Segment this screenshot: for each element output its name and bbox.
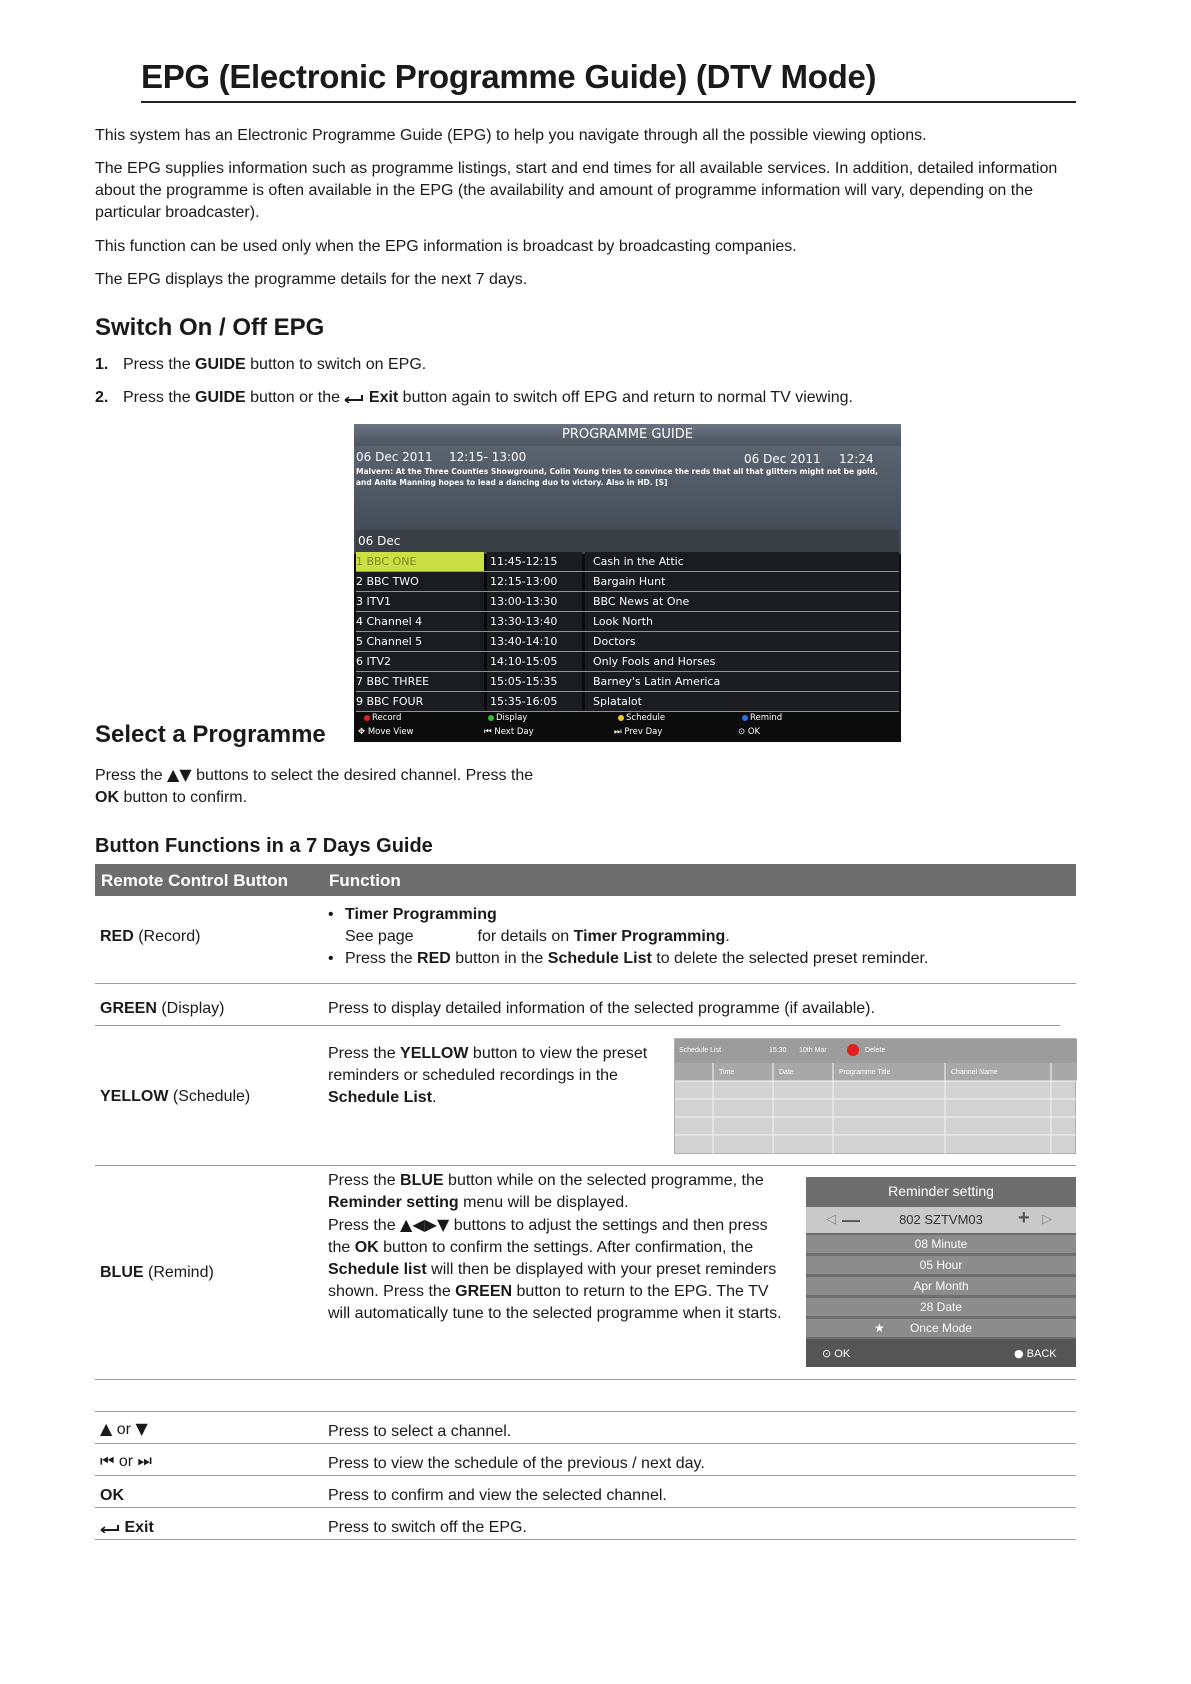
reminder-back: ● BACK: [1014, 1347, 1057, 1360]
tv-legend: [354, 711, 901, 742]
reminder-item: ★ Once Mode: [806, 1318, 1076, 1337]
table-row-blue-key: BLUE (Remind): [100, 1264, 214, 1281]
column-header: Function: [329, 871, 401, 890]
schedule-list-illustration: [674, 1038, 1076, 1154]
schedule-col-channel: Channel Name: [951, 1069, 998, 1076]
reminder-item: 28 Date: [806, 1297, 1076, 1316]
return-arrow-icon: [344, 393, 364, 403]
blue-dot-icon: [742, 715, 748, 721]
plus-icon: +: [1018, 1207, 1030, 1229]
red-delete-icon: [847, 1044, 859, 1056]
tv-programme-title: Splatalot: [585, 692, 899, 711]
intro-paragraph: The EPG supplies information such as programme listings, start and end times for all available services. In addition, detailed information about the programme is often available in the EPG (the availability and amount of programme information will vary, depending on the particular broadcaster).: [95, 160, 1058, 221]
schedule-list-date: 10th Mar: [799, 1047, 827, 1054]
tv-legend-move: ✥ Move View: [358, 727, 414, 737]
title-underline: [141, 101, 1076, 103]
right-arrow-icon: ▷: [1042, 1212, 1052, 1227]
guide-key: GUIDE: [195, 356, 246, 373]
step-text: button again to switch off EPG and return to normal TV viewing.: [398, 389, 853, 406]
schedule-list-title: Schedule List: [679, 1047, 722, 1054]
table-row-blue-function: Press the BLUE button while on the selected programme, the Reminder setting menu will be displayed. Press the ▲◀▶▼ buttons to adjust the settings and then press the OK button to confirm the settings. After confirmation, the Schedule list will then be displayed with your preset reminders shown. Press the GREEN button to return to the EPG. The TV will automatically tune to the selected programme when it starts.: [328, 1172, 782, 1322]
ok-circle-icon: ⊙: [738, 727, 746, 737]
tv-time-slot: 15:35-16:05: [487, 692, 582, 711]
tv-description: Malvern: At the Three Counties Showground, Colin Young tries to convince the reds that all that glitters might not be gold, and Anita Manning hopes to lead a dancing duo to victory. Also in HD. [S]: [356, 467, 878, 487]
left-arrow-icon: ◁: [826, 1212, 836, 1227]
reminder-item: 05 Hour: [806, 1255, 1076, 1274]
guide-key: GUIDE: [195, 389, 246, 406]
skip-forward-icon: ⏭: [137, 1451, 152, 1470]
tv-channel-row[interactable]: [356, 612, 899, 632]
tv-channel-row[interactable]: [356, 592, 899, 612]
table-row-ok-key: OK: [100, 1487, 124, 1504]
tv-day-header: 06 Dec: [356, 530, 899, 552]
tv-channel-name: 4 Channel 4: [356, 612, 484, 631]
up-down-arrows-icon: ▲▼: [167, 765, 192, 784]
star-icon: ★: [874, 1321, 885, 1335]
row-divider: [95, 1539, 1076, 1540]
tv-programme-title: Only Fools and Horses: [585, 652, 899, 671]
table-row-yellow-key: YELLOW (Schedule): [100, 1088, 251, 1105]
skip-back-icon: ⏮: [484, 727, 492, 737]
move-arrows-icon: ✥: [358, 727, 366, 737]
tv-channel-row[interactable]: [356, 652, 899, 672]
tv-legend-schedule: Schedule: [618, 713, 665, 723]
up-arrow-icon: ▲: [100, 1419, 113, 1438]
table-row-yellow-function: Press the YELLOW button to view the preset reminders or scheduled recordings in the Schedule List.: [328, 1045, 648, 1106]
column-header: Remote Control Button: [101, 871, 288, 890]
reminder-footer: [806, 1339, 1076, 1367]
reminder-title: Reminder setting: [888, 1183, 994, 1199]
select-instructions: Press the ▲▼ buttons to select the desired channel. Press the OK button to confirm.: [95, 765, 534, 806]
tv-time-slot: 12:15-13:00: [487, 572, 582, 591]
tv-channel-row[interactable]: [356, 632, 899, 652]
row-divider: [95, 1443, 1076, 1444]
section-heading-functions: Button Functions in a 7 Days Guide: [95, 835, 433, 857]
table-row-red-key: RED (Record): [100, 928, 201, 945]
table-row-updown-function: Press to select a channel.: [328, 1423, 512, 1440]
tv-channel-name: 7 BBC THREE: [356, 672, 484, 691]
tv-time-slot: 11:45-12:15: [487, 552, 582, 571]
reminder-ok: ⊙ OK: [822, 1347, 851, 1360]
row-divider: [95, 1475, 1076, 1476]
section-heading-switch: Switch On / Off EPG: [95, 314, 325, 341]
tv-channel-name: 1 BBC ONE: [356, 552, 484, 571]
ok-key: OK: [95, 789, 119, 806]
table-row-updown-key: ▲ or ▼: [100, 1419, 148, 1438]
tv-programme-title: Cash in the Attic: [585, 552, 899, 571]
tv-legend-remind: Remind: [742, 713, 782, 723]
tv-time-slot: 13:40-14:10: [487, 632, 582, 651]
schedule-list-time: 15:30: [769, 1047, 787, 1054]
row-divider: [95, 1507, 1076, 1508]
reminder-channel-selector: [806, 1207, 1076, 1233]
step-text: button or the: [245, 389, 345, 406]
row-divider: [95, 983, 1076, 984]
tv-time-right: 12:24: [839, 452, 874, 466]
back-dot-icon: ●: [1014, 1347, 1024, 1360]
tv-date-left: 06 Dec 2011: [356, 450, 433, 464]
table-row-red-function: • Timer Programming See page for details on Timer Programming. • Press the RED button in the Schedule List to delete the selected preset reminder.: [328, 906, 929, 967]
tv-banner-title: PROGRAMME GUIDE: [354, 424, 901, 446]
tv-channel-row[interactable]: [356, 672, 899, 692]
intro-paragraph: The EPG displays the programme details for the next 7 days.: [95, 271, 528, 288]
reminder-item: 08 Minute: [806, 1234, 1076, 1253]
tv-channel-name: 5 Channel 5: [356, 632, 484, 651]
tv-legend-display: Display: [488, 713, 527, 723]
minus-icon: —: [842, 1210, 860, 1230]
tv-channel-name: 3 ITV1: [356, 592, 484, 611]
step-1: [95, 356, 426, 374]
tv-programme-title: BBC News at One: [585, 592, 899, 611]
step-number: 1.: [95, 356, 109, 373]
tv-date-right: 06 Dec 2011: [744, 452, 821, 466]
step-number: 2.: [95, 389, 109, 406]
skip-back-icon: ⏮: [100, 1451, 115, 1470]
intro-paragraph: This system has an Electronic Programme Guide (EPG) to help you navigate through all the possible viewing options.: [95, 127, 927, 144]
table-header: [95, 864, 1076, 896]
tv-time-slot: 14:10-15:05: [487, 652, 582, 671]
section-heading-select: Select a Programme: [95, 721, 326, 748]
table-row-ok-function: Press to confirm and view the selected channel.: [328, 1487, 667, 1504]
row-divider: [95, 1025, 1060, 1026]
table-row-exit-key: Exit: [100, 1517, 154, 1539]
tv-time-slot: 15:05-15:35: [487, 672, 582, 691]
step-text: button to switch on EPG.: [245, 356, 427, 373]
tv-channel-name: 6 ITV2: [356, 652, 484, 671]
row-divider: [95, 1379, 1076, 1380]
schedule-col-time: Time: [719, 1069, 735, 1076]
table-row-green-key: GREEN (Display): [100, 1000, 225, 1017]
table-row-exit-function: Press to switch off the EPG.: [328, 1519, 527, 1536]
reminder-channel: 802 SZTVM03: [899, 1212, 983, 1227]
tv-programme-title: Barney's Latin America: [585, 672, 899, 691]
tv-legend-record: Record: [364, 713, 401, 723]
ok-circle-icon: ⊙: [822, 1347, 832, 1360]
direction-arrows-icon: ▲◀▶▼: [400, 1215, 450, 1234]
tv-time-left: 12:15- 13:00: [449, 450, 527, 464]
row-divider: [95, 1411, 1076, 1412]
step-text: Press the: [123, 389, 196, 406]
tv-time-slot: 13:00-13:30: [487, 592, 582, 611]
table-row-skip-function: Press to view the schedule of the previous / next day.: [328, 1455, 705, 1472]
down-arrow-icon: ▼: [135, 1419, 148, 1438]
step-2: [95, 389, 853, 407]
tv-channel-name: 2 BBC TWO: [356, 572, 484, 591]
page-title: EPG (Electronic Programme Guide) (DTV Mode): [141, 58, 877, 95]
tv-time-slot: 13:30-13:40: [487, 612, 582, 631]
tv-channel-list: [356, 552, 899, 712]
exit-key: Exit: [368, 389, 399, 406]
reminder-setting-illustration: [806, 1177, 1076, 1367]
schedule-list-grid: [675, 1063, 1077, 1155]
skip-forward-icon: ⏭: [614, 727, 622, 737]
tv-legend-ok: ⊙ OK: [738, 727, 761, 737]
step-text: Press the: [123, 356, 196, 373]
row-divider: [95, 1165, 1076, 1166]
tv-programme-title: Bargain Hunt: [585, 572, 899, 591]
tv-legend-next-day: ⏮ Next Day: [484, 727, 534, 737]
tv-channel-row[interactable]: [356, 572, 899, 592]
schedule-col-title: Programme Title: [839, 1069, 891, 1076]
tv-legend-prev-day: ⏭ Prev Day: [614, 727, 663, 737]
tv-channel-row[interactable]: [356, 692, 899, 712]
green-dot-icon: [488, 715, 494, 721]
red-dot-icon: [364, 715, 370, 721]
schedule-list-delete: Delete: [865, 1047, 886, 1054]
table-row-green-function: Press to display detailed information of the selected programme (if available).: [328, 1000, 875, 1017]
yellow-dot-icon: [618, 715, 624, 721]
tv-channel-row[interactable]: [356, 552, 899, 572]
reminder-item: Apr Month: [806, 1276, 1076, 1295]
schedule-list-titlebar: [675, 1039, 1077, 1063]
schedule-col-date: Date: [779, 1069, 794, 1076]
intro-paragraph: This function can be used only when the EPG information is broadcast by broadcasting companies.: [95, 238, 797, 255]
table-row-skip-key: ⏮ or ⏭: [100, 1451, 152, 1470]
programme-guide-screenshot: [354, 424, 901, 742]
tv-programme-title: Doctors: [585, 632, 899, 651]
tv-channel-name: 9 BBC FOUR: [356, 692, 484, 711]
tv-programme-title: Look North: [585, 612, 899, 631]
return-arrow-icon: [100, 1523, 120, 1533]
